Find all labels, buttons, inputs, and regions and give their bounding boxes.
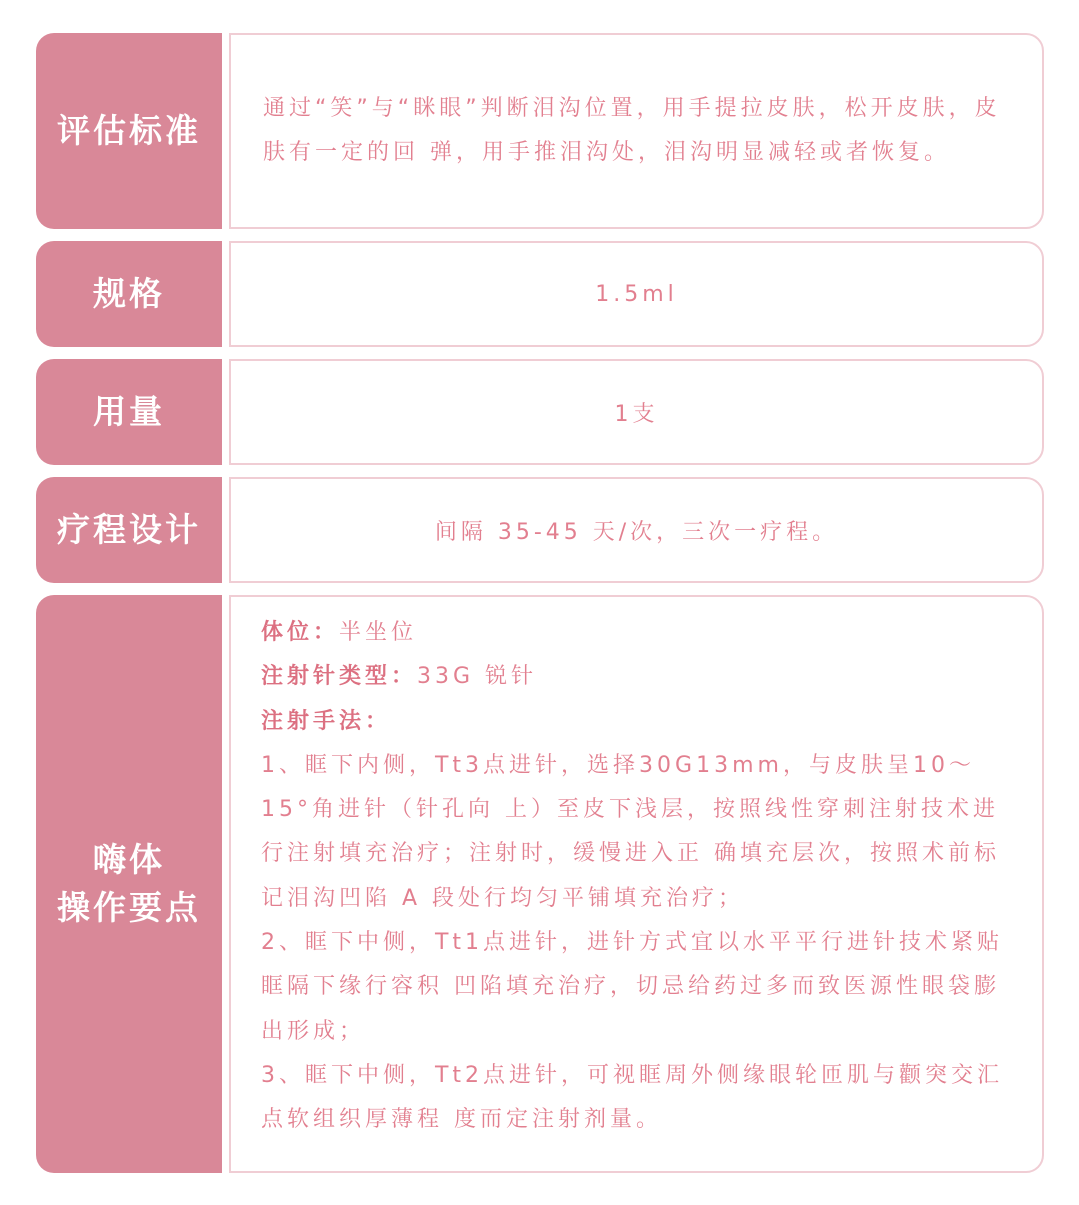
treatment-info-table <box>36 33 1044 1173</box>
needle-value: 33G 锐针 <box>417 664 538 690</box>
position-value: 半坐位 <box>339 620 418 645</box>
row-evaluation <box>36 33 1044 229</box>
row-course-design <box>36 477 1044 583</box>
dosage-label: 用量 <box>36 359 222 465</box>
specification-content: 1.5ml <box>229 241 1044 347</box>
method-step-3: 3、眶下中侧，Tt2点进针，可视眶周外侧缘眼轮匝肌与颧突交汇点软组织厚薄程 度而定注射剂量。 <box>261 1062 1004 1133</box>
operation-label-line1: 嗨体 <box>93 840 165 879</box>
operation-label-line2: 操作要点 <box>57 888 201 927</box>
method-step-2: 2、眶下中侧，Tt1点进针，进针方式宜以水平平行进针技术紧贴眶隔下缘行容积 凹陷填充治疗，切忌给药过多而致医源性眼袋膨出形成； <box>261 930 1004 1044</box>
course-design-content: 间隔 35-45 天/次，三次一疗程。 <box>229 477 1044 583</box>
row-operation <box>36 595 1044 1173</box>
specification-label: 规格 <box>36 241 222 347</box>
method-step-1: 1、眶下内侧，Tt3点进针，选择30G13mm，与皮肤呈10～15°角进针（针孔向 上）至皮下浅层，按照线性穿刺注射技术进行注射填充治疗；注射时，缓慢进入正 确填充层次，按照术前标记泪沟凹陷 A 段处行均匀平铺填充治疗； <box>261 752 1000 911</box>
course-design-label: 疗程设计 <box>36 477 222 583</box>
evaluation-content: 通过“笑”与“眯眼”判断泪沟位置，用手提拉皮肤，松开皮肤，皮肤有一定的回 弹，用手推泪沟处，泪沟明显减轻或者恢复。 <box>229 33 1044 229</box>
row-specification <box>36 241 1044 347</box>
method-key: 注射手法： <box>261 708 392 734</box>
position-line <box>261 611 1012 655</box>
position-key: 体位： <box>261 620 340 645</box>
method-line <box>261 700 1012 744</box>
needle-line <box>261 655 1012 699</box>
dosage-content: 1支 <box>229 359 1044 465</box>
operation-label <box>36 595 222 1173</box>
needle-key: 注射针类型： <box>261 664 418 690</box>
operation-content <box>229 595 1044 1173</box>
evaluation-label: 评估标准 <box>36 33 222 229</box>
row-dosage <box>36 359 1044 465</box>
